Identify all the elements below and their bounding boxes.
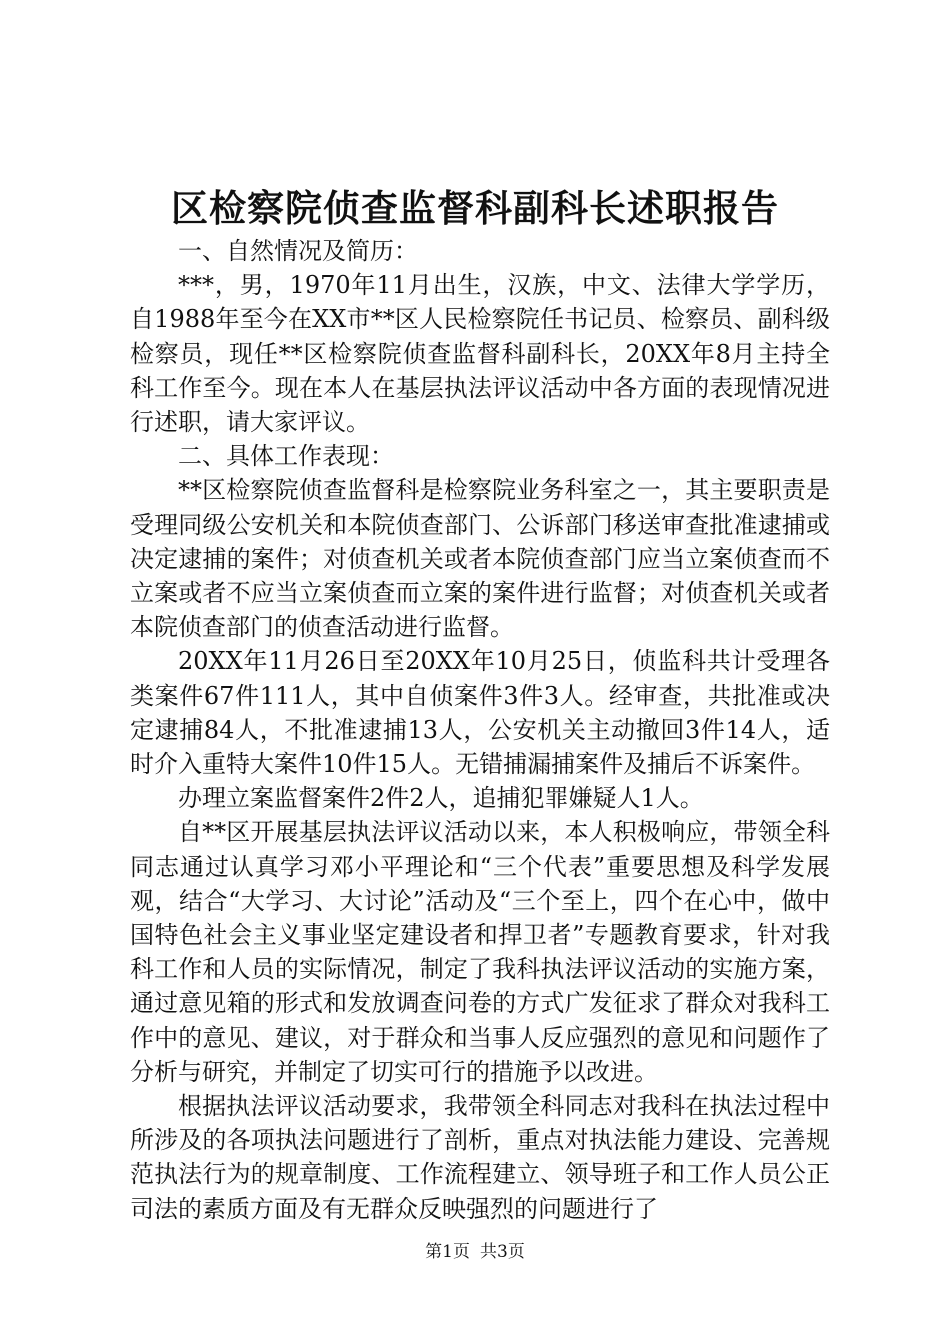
paragraph-department-duties: **区检察院侦查监督科是检察院业务科室之一，其主要职责是受理同级公安机关和本院侦查部门、公诉部门移送审查批准逮捕或决定逮捕的案件；对侦查机关或者本院侦查部门应当立案侦查而不立案或者不应当立案侦查而立案的案件进行监督；对侦查机关或者本院侦查部门的侦查活动进行监督。	[130, 476, 830, 642]
paragraph-case-statistics: 20XX年11月26日至20XX年10月25日，侦监科共计受理各类案件67件111人，其中自侦案件3件3人。经审查，共批准或决定逮捕84人，不批准逮捕13人，公安机关主动撤回3件14人，适时介入重特大案件10件15人。无错捕漏捕案件及捕后不诉案件。	[130, 647, 830, 779]
page-total: 共3页	[480, 1242, 525, 1262]
paragraph-evaluation-activities: 自**区开展基层执法评议活动以来，本人积极响应，带领全科同志通过认真学习邓小平理论和“三个代表”重要思想及科学发展观，结合“大学习、大讨论”活动及“三个至上，四个在心中，做中国特色社会主义事业坚定建设者和捍卫者”专题教育要求，针对我科工作和人员的实际情况，制定了我科执法评议活动的实施方案，通过意见箱的形式和发放调查问卷的方式广发征求了群众对我科工作中的意见、建议，对于群众和当事人反应强烈的意见和问题作了分析与研究，并制定了切实可行的措施予以改进。	[130, 818, 830, 1086]
page-number: 第1页	[425, 1242, 470, 1262]
paragraph-problem-analysis: 根据执法评议活动要求，我带领全科同志对我科在执法过程中所涉及的各项执法问题进行了剖析，重点对执法能力建设、完善规范执法行为的规章制度、工作流程建立、领导班子和工作人员公正司法的素质方面及有无群众反映强烈的问题进行了	[130, 1092, 830, 1223]
paragraph-supervision-cases: 办理立案监督案件2件2人，追捕犯罪嫌疑人1人。	[178, 784, 704, 813]
document-body	[130, 234, 830, 1226]
page-footer	[0, 1240, 950, 1264]
document-title: 区检察院侦查监督科副科长述职报告	[171, 186, 779, 230]
section-heading-basic-info: 一、自然情况及简历：	[178, 237, 418, 265]
section-heading-work-performance: 二、具体工作表现：	[178, 442, 394, 471]
paragraph-personal-profile: ***，男，1970年11月出生，汉族，中文、法律大学学历，自1988年至今在XX市**区人民检察院任书记员、检察员、副科级检察员，现任**区检察院侦查监督科副科长，20XX年8月主持全科工作至今。现在本人在基层执法评议活动中各方面的表现情况进行述职，请大家评议。	[130, 271, 830, 437]
